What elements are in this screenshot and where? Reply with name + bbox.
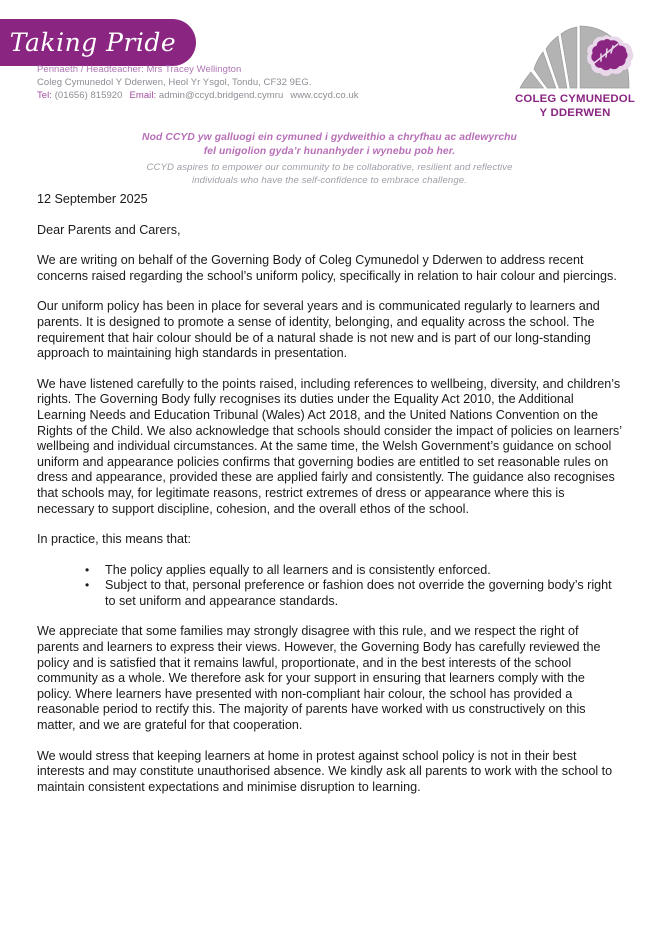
- ethos-english-line-2: individuals who have the self-confidence to embrace challenge.: [192, 174, 467, 186]
- ethos-statement: [0, 131, 659, 187]
- ethos-welsh: [0, 131, 659, 158]
- letter-paragraph-4: In practice, this means that:: [37, 532, 191, 547]
- email-label: Email:: [129, 90, 157, 102]
- letter-date: 12 September 2025: [37, 192, 148, 206]
- tel-value: (01656) 815920: [54, 90, 123, 102]
- website-url[interactable]: www.ccyd.co.uk: [290, 90, 359, 102]
- ethos-english-line-1: CCYD aspires to empower our community to be collaborative, resilient and reflective: [146, 162, 513, 173]
- email-value[interactable]: admin@ccyd.bridgend.cymru: [158, 90, 284, 102]
- letter-paragraph-5: We appreciate that some families may strongly disagree with this rule, and we respect the right of parents and learners to express their views. However, the Governing Body has carefully reviewed the policy and is satisfied that it remains lawful, proportionate, and in the best interests of the school community as a whole. We therefore ask for your support in ensuring that learners comply with the policy. Where learners have presented with non-compliant hair colour, the school has provided a reasonable period to rectify this. The majority of parents have worked with us constructively on this matter, and we are grateful for that cooperation.: [37, 624, 601, 733]
- letter-paragraph-2: Our uniform policy has been in place for several years and is communicated regularly to learners and parents. It is designed to promote a sense of identity, belonging, and equality across the school. The requirement that hair colour should be of a natural shade is not new and is part of our long-standing approach to maintaining high standards in presentation.: [37, 299, 600, 361]
- letter-body: [37, 192, 622, 810]
- list-item: • The policy applies equally to all learners and is consistently enforced.: [85, 563, 622, 579]
- logo-name-line-2: Y DDERWEN: [539, 106, 611, 119]
- taking-pride-label: Taking Pride: [9, 28, 177, 57]
- telephone-email-line: [37, 89, 359, 102]
- ethos-welsh-line-1: Nod CCYD yw galluogi ein cymuned i gydweithio a chryfhau ac adlewyrchu: [142, 132, 517, 143]
- logo-name-line-1: COLEG CYMUNEDOL: [514, 93, 636, 105]
- policy-bullet-list: [37, 563, 622, 610]
- list-item: • Subject to that, personal preference or fashion does not override the governing body’s right to set uniform and appearance standards.: [85, 578, 622, 609]
- tel-label: Tel:: [37, 90, 52, 102]
- logo-name-block: [505, 93, 645, 120]
- school-logo: [505, 16, 645, 120]
- ethos-welsh-line-2: fel unigolion gyda’r hunanhyder i wynebu pob her.: [203, 145, 456, 157]
- headteacher-line: Pennaeth / Headteacher: Mrs Tracey Wellington: [37, 64, 242, 75]
- letter-salutation: Dear Parents and Carers,: [37, 222, 181, 237]
- letter-paragraph-3: We have listened carefully to the points raised, including references to wellbeing, diversity, and children’s rights. The Governing Body fully recognises its duties under the Equality Act 2010, the Additional Learning Needs and Education Tribunal (Wales) Act 2018, and the United Nations Convention on the Rights of the Child. We also acknowledge that schools should consider the impact of policies on learners’ wellbeing and individual circumstances. At the same time, the Welsh Government’s guidance on school uniform and appearance policies confirms that governing bodies are entitled to set reasonable rules on dress and appearance, provided these are applied fairly and consistently. The guidance also recognises that schools may, for legitimate reasons, restrict extremes of dress or appearance where this is necessary to support discipline, cohesion, and the overall ethos of the school.: [37, 376, 622, 516]
- ethos-english: [0, 162, 659, 187]
- letter-paragraph-6: We would stress that keeping learners at home in protest against school policy is not in their best interests and may constitute unauthorised absence. We kindly ask all parents to work with the school to maintain consistent expectations and minimise disruption to learning.: [37, 748, 613, 794]
- taking-pride-banner: [0, 19, 196, 66]
- oak-fan-logo-icon: [514, 16, 636, 90]
- letter-paragraph-1: We are writing on behalf of the Governing Body of Coleg Cymunedol y Dderwen to address recent concerns raised regarding the school’s uniform policy, specifically in relation to hair colour and piercings.: [37, 253, 617, 283]
- school-address-line: Coleg Cymunedol Y Dderwen, Heol Yr Ysgol, Tondu, CF32 9EG.: [37, 77, 312, 89]
- school-contact-block: [37, 63, 359, 103]
